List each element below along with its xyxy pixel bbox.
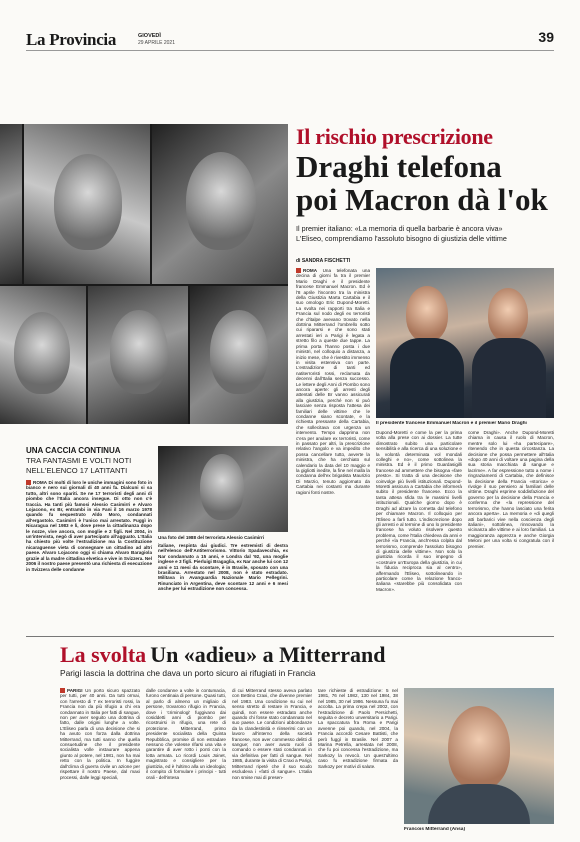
article-text: Una telefonata una decina di giorni fa tra il premier Mario Draghi e il presidente francese Emmanuel Macron. Ed è l'8 aprile l'incontro tra la ministra della Giustizia Marta Cartabia e il suo omologo Eric Dupond-Moretti. La svolta nei rapporti tra Italia e Francia sul nodo degli ex terroristi che d'italpe avevano trovato nella dottrina Mitterrand l'ombrello sotto cui ripararsi e che sono stati arrestati ieri a Parigi è legata a stretto filo a queste due tappe. La prima porta l'hanno posta i due ministri, nel colloquio a distanza, a inizio mese, che è rivestito immenso in visita estensiva con parte. L'estradizione di tanti ed natiterroristi rossi, reclamata da decenni dall'Italia senza successo. Le lettere degli Anni di Piombo sono ancora aperte: gli arresti degli attentati delle Br vanno assicurati alla giustizia, perché non si può lasciare senza risposta l'attesa dei familiari delle vittime che le condanne siano scontate, e la richiesta pressante della Cartabia, che sollecitava con urgenza un intervento. Tempo dapprima non c'era per anulare ex terroristi, come in passato per altri, la prescrizione relativo l'angolo e va impedito che possa cancellare tutto, avverte la ministra, che ha cerchiato sul calendario la data del 10 maggio e la gigliotti inedite, la fine nel malla la condanna dell'ex brigatista Maurizio Di Marzio, tenuto aggiornato da Cartabia nei costanti ma durante ragioni fonti nostre.: [296, 268, 370, 495]
bottom-dateline: PARIGI: [67, 688, 83, 693]
mugshot-photo: [190, 286, 288, 424]
sidebar-subtitle-line1: TRA FANTASMI E VOLTI NOTI: [26, 456, 132, 465]
sidebar-dateline: ROMA: [33, 480, 48, 485]
main-headline-line2: poi Macron dà l'ok: [296, 182, 548, 217]
section-divider: [26, 636, 554, 637]
macron-draghi-photo: [376, 268, 554, 418]
main-subhead-line2: L'Eliseo, comprendiamo l'assoluto bisogno di giustizia delle vittime: [296, 234, 507, 243]
mitterrand-photo: [404, 688, 554, 824]
sidebar-body-left: [26, 480, 152, 626]
macron-draghi-caption: Il presidente francese Emmanuel Macron e il premier Mario Draghi: [376, 421, 527, 426]
bottom-title: Un «adieu» a Mitterrand: [150, 642, 386, 667]
mugshot-photo: [0, 124, 22, 284]
main-subhead-line1: Il premier italiano: «La memoria di quella barbarie è ancora viva»: [296, 224, 503, 233]
mugshot-photo: [152, 124, 288, 284]
casimirri-caption: Una foto del 1988 del terrorista Alessio Casimirri: [158, 535, 265, 540]
main-body-col2: Dupond-Moretti e come la per la prima volta alla prese con ai dossier. La tutte dimostrato subito una particolare sensibilità e alla ricerca di una soluzione e la volontà determinata vol mondali colleghi e no», come sottolinea la ministra. Ed è il primo Guardasigilli francese ad ammettere che bisogna «fare presto». Si tratta di una decisione che coinvolge più livelli istituzionali. Dupond-Moretti assicura a Cartabia che informerà subito il presidente francese. Ecco la tanta attesa sfida tra le massimi livelli istituzionali. Qualche giorno dopo è Draghi ad alzare la cornetta dal telefono per chiamare Macron. Il colloquio per l'Eliseo a farli tutto. L'indiscrezione dopo gli arresti e al termine di uno lo presidente francese ha voluto risolvere questo problema, come l'Italia chiedeva da anni e perché «la Francia, anch'essa colpita dal terrorismo, comprende l'assoluto bisogno di giustizia delle vittime». Non solo la giustizia ricorda il suo impegno di «costruire un'Europa della giustizia, in cui la fiducia reciproca sia al centro», affermando l'Eliseo, sottolineando in particolare come la relazione franco-italiana «starebbe più consolidata con Macron».: [376, 430, 462, 592]
bottom-headline: [60, 642, 385, 668]
byline: di SANDRA FISCHETTI: [296, 258, 351, 264]
main-headline-line1: Draghi telefona: [296, 149, 502, 184]
main-body-col1: [296, 268, 370, 500]
bottom-col4: tare richieste di estradizione: 5 nel 1981, 76 nel 1982, 130 nel 1984, 38 nel 1985, 30 nel 1986. Nessuna fu mai accolta. La prima crepa nel 2002, con l'estradizione di Paolo Persichetti, seguita e decreto unversitario a Parigi. La spaccatura fra Roma e Parigi avvenne poi quando, nel 2004, la Francia accordò Cesare Battisti, che però fuggì in Brasile. Nel 2007 a Marina Petrella, arrestata nel 2008, che fu poi concessa l'estradizione, ma Sarkozy la revocò. Un quest'ultimo caso fu estradizione firmata da Sarkozy per motivi di salute.: [318, 688, 398, 769]
main-body-col3: come Draghi». Anche Dupond-Moretti chiama in causa il ruolo di Macron, mentre solo lui «ha partecipare», ritenendo che in questa circostanza. La decisione che possa permettere all'Italia «dopo 40 anni di voltare una pagina della sua storia macchiata di sangue e lacrime». A far espressione tutto a nome i ringraziamenti di Cartabia, che definisce la decisione della Francia «storica» e rivolge il suo pensiero ai familiari delle vittime. Draghi esprime soddisfazione del governo per la decisione della Francia e conferma che «la repressione del terrorismo, che hanno lasciato una ferita ancora aperta». La memoria e «di quegli atti barbarici vive nella coscienza degli italiani», sottolinea, rinnovando la vicinanza alle vittime e ai loro familiari. La maggioranza apprezza e anche Giorgia Meloni per una volta si congratula con il premier.: [468, 430, 554, 549]
casimirri-photo: [158, 446, 288, 532]
mugshot-photo: [24, 124, 150, 284]
sidebar-subtitle-line2: NELL'ELENCO 17 LATITANTI: [26, 466, 128, 475]
bottom-col3: di cui Mitterrand stesso aveva parlato con Bettino Craxi, che divenne premier nel 1983. Una condizione su cui nel senso stretto di restare in Francia, e quindi, non essere estradato anche quando chi fosse stato condannato nel suo paese. Le condizioni abbondanze da la clandestinità e riinserirsi con un lavoro all'interno della società francese, non aver commesso delitti di sangue; non aver avuto ruoli di comando o essere stati condannati in via definitiva per fatti di sangue. Nel 1985, durante la visita di Craxi a Parigi, Mitterrand ripeté che il suo scudo escludeva i «fatti di sangue». L'Italia non smise mai di presen-: [232, 688, 312, 780]
page-number: 39: [538, 29, 554, 45]
bottom-subhead: Parigi lascia la dottrina che dava un porto sicuro ai rifugiati in Francia: [60, 668, 316, 678]
sidebar-title: UNA CACCIA CONTINUA: [26, 446, 121, 455]
sidebar-text: Di molti di loro le uniche immagini sono foto in bianco e nero sui giornali di 40 anni fa. Dialcuni si sa tutto, altri sono spariti. Se ne 17 terroristi degli anni di piombo che l'Italia ancora insegue. Di otto non c'è traccia. Ha tanti più famosi Alessio Casimirri e Alvaro Lojacono, ex Br, entrambi in via Fani il 16 marzo 1978 quando fu sequestrato Aldo Moro, condannati all'ergastolo. Casimirri è l'unico mai arrestato. Fuggì in Nicaragua nel 1983 e lì, dove prese la cittadinanza dopo le nozze, vive ancora, con moglie e 2 figli. Nel 2004, in un'intervista, negò di aver partecipato all'agguato. L'Italia ha chiesto più volte l'estradizione ma la Costituzione nicaraguense vieta di consegnare un cittadino ad altri paese. Alvaro Lojacono oggi si chiama Alvaro Baragiola grazie al la madre cittadina elvetica e vive in Svizzera. Nel 2006 il nostro paese presentò una richiesta di esecuzione in Svizzera delle condanne: [26, 480, 152, 572]
mugshot-collage: [0, 124, 288, 424]
masthead: [26, 28, 554, 51]
main-kicker: Il rischio prescrizione: [296, 124, 493, 149]
mugshot-photo: [88, 286, 188, 424]
weekday: GIOVEDÌ: [138, 33, 161, 39]
bottom-col1: [60, 688, 140, 838]
paper-name: La Provincia: [26, 30, 117, 49]
sidebar-body-right: italiane, respinta dai giudici. Tre estremisti di destra nell'elenco dell'Antiterrorismo. Vittorio Spadavecchia, ex Nar condannato a 15 anni, e Londra dal '92, una moglie inglese e 3 figli. Pierluigi Bragaglia, ex Nar anche lui con 12 anni e 11 mesi da scontare, è in Brasile, sposato con una brasiliana. Arrestato nel 2008, non è stato estradato. Militava in Avanguardia Nazionale Mario Pellegrini. Rinunciato in Argentina, deve scontare 12 anni e 6 mesi anche per lui estradizione non concessa.: [158, 543, 288, 592]
bottom-kicker: La svolta: [60, 642, 147, 667]
issue-date: 29 APRILE 2021: [138, 40, 175, 46]
mitterrand-caption: Francois Mitterrand (Ansa): [404, 827, 466, 832]
bottom-text: Un porto sicuro spazzato per tutti, per 40 anni. Da tutti ormai, con l'arresto di 7 ex terroristi rossi, la Francia non da più rifugio a chi era condannato in Italia per fatti di sangue, non per aver seguito una dottrina di fatto, dalle origini lunghe a volte. L'Eliseo parla di una decisione che si ha avuto con forza dalla dottrina Mitterrand, ma tutti sanno che quella consuetudine che il presidente socialista volle instaurare appena giunto al potere, nel 1981, non ha mai retto con la politica. In fuggire dall'clima di guerra civile un azione per rispettare il nostro Paese, dal maxi processi, dalle leggi speciali,: [60, 688, 140, 780]
bottom-col2: dalle condanne a volte in contumacia, furono centinaia di persone. Quasi tutti, al parlo di almeno un migliaio di persone, trovarono rifugio in Francia, dove i 'criminologi' fuggivano dai cosiddetti anni di piombo per ricostruirsi in rifugio, una rete di protezione. Mitterrand, primo presidente socialista della Quinta Repubblica, promise di non estradare nessuno che volesse rifarsi una vita e garantire di aver rotto i ponti con la lotta armata. Lo ricordi Louis Joinet, magistrato e consigliere per la giustizia, ed è l'ultimo alla un ideologia; il compito di formulare i principi - tutti orali - dell'intesa: [146, 688, 226, 780]
dateline: ROMA: [303, 268, 318, 273]
mugshot-photo: [0, 286, 86, 424]
